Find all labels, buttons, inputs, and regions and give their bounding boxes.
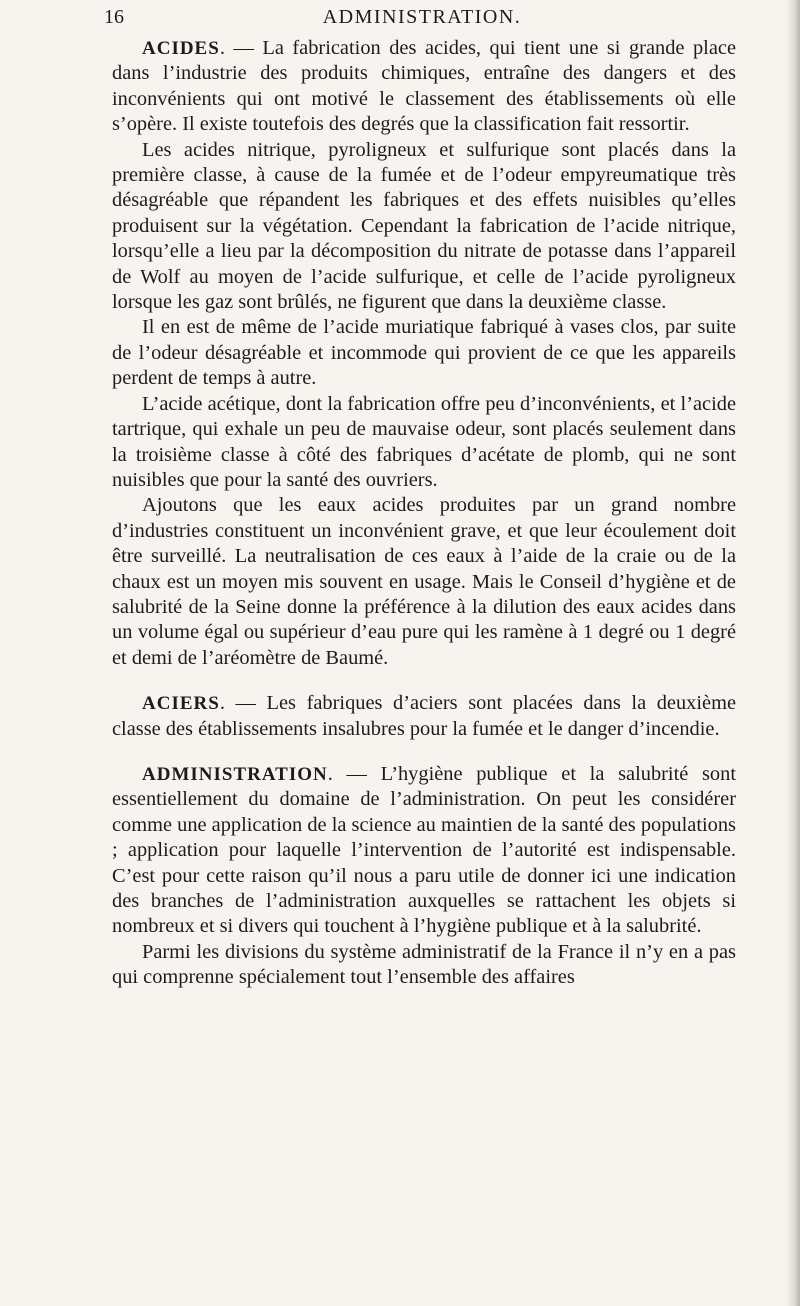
entry-acides-paragraph-5: Ajoutons que les eaux acides produites par un grand nombre d’industries constituent un inconvénient grave, et que leur écoulement doit être surveillé. La neutralisation de ces eaux à l’aide de la craie ou de la chaux est un moyen mis souvent en usage. Mais le Conseil d’hygiène et de salubrité de la Seine donne la préférence à la dilution des eaux acides dans un volume égal ou supérieur d’eau pure qui les ramène à 1 degré ou 1 degré et demi de l’aréomètre de Baumé. (112, 494, 736, 669)
entry-heading-aciers: ACIERS (142, 693, 220, 715)
entry-acides-intro (112, 36, 736, 138)
page-number: 16 (104, 6, 124, 28)
entry-heading-administration: ADMINISTRATION (142, 763, 328, 785)
entry-administration-text-1: . — L’hygiène publique et la salubrité sont essentiellement du domaine de l’administration. On peut les considérer comme une application de la science au maintien de la santé des populations ; application pour laquelle l’intervention de l’autorité est indispensable. C’est pour cette raison qu’il nous a paru utile de donner ici une indication des branches de l’administration auxquelles se rattachent les objets si nombreux et si divers qui touchent à l’hygiène publique et à la salubrité. (112, 762, 736, 938)
entry-aciers-text-1: . — Les fabriques d’aciers sont placées dans la deuxième classe des établissements insalubres pour la fumée et le danger d’incendie. (112, 692, 736, 740)
entry-heading-acides: ACIDES (142, 38, 220, 59)
page-binding-shadow (786, 0, 800, 1306)
page-header (104, 6, 740, 34)
running-title: ADMINISTRATION. (322, 6, 522, 28)
entry-administration-paragraph-2: Parmi les divisions du système administratif de la France il n’y en a pas qui comprenne spécialement tout l’ensemble des affaires (112, 940, 736, 989)
page-body (112, 36, 736, 991)
entry-administration-intro (112, 762, 736, 940)
entry-aciers-intro (112, 691, 736, 742)
entry-acides-paragraph-2: Les acides nitrique, pyroligneux et sulfurique sont placés dans la première classe, à cause de la fumée et de l’odeur empyreumatique très désagréable que répandent les fabriques et des effets nuisibles qu’elles produisent sur la végétation. Cependant la fabrication de l’acide nitrique, lorsqu’elle a lieu par la décomposition du nitrate de potasse dans l’appareil de Wolf au moyen de l’acide sulfurique, et celle de l’acide pyroligneux lorsque les gaz sont brûlés, ne figurent que dans la deuxième classe. (112, 138, 736, 314)
entry-acides-paragraph-4: L’acide acétique, dont la fabrication offre peu d’inconvénients, et l’acide tartrique, qui exhale un peu de mauvaise odeur, sont placés seulement dans la troisième classe à côté des fabriques d’acétate de plomb, qui ne sont nuisibles que pour la santé des ouvriers. (112, 392, 736, 491)
entry-acides-text-1: . — La fabrication des acides, qui tient une si grande place dans l’industrie des produits chimiques, entraîne des dangers et des inconvénients qui ont motivé le classement des établissements où elle s’opère. Il existe toutefois des degrés que la classification fait ressortir. (112, 37, 736, 136)
entry-acides-paragraph-3: Il en est de même de l’acide muriatique fabriqué à vases clos, par suite de l’odeur désagréable et incommode qui provient de ce que les appareils perdent de temps à autre. (112, 316, 736, 390)
